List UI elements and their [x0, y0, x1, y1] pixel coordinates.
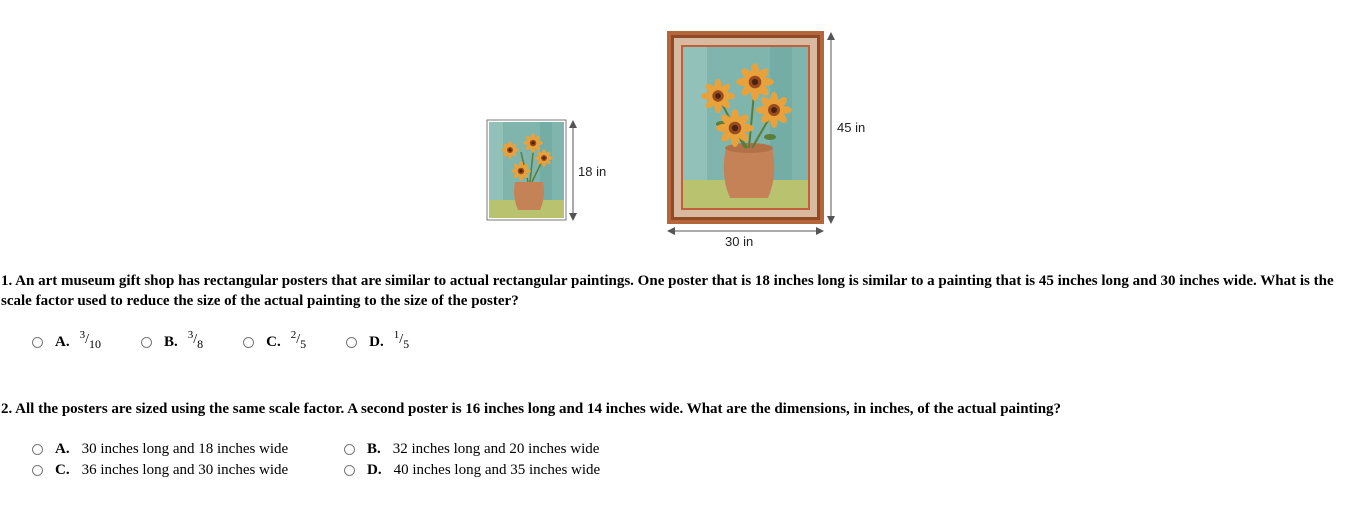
poster-image	[487, 120, 566, 220]
q2-choice-d[interactable]	[344, 462, 656, 479]
q1-choice-fraction: $^3/_{10}$	[79, 329, 101, 351]
q2-choice-text: 40 inches long and 35 inches wide	[393, 462, 601, 478]
q1-choice-letter: C.	[266, 333, 281, 350]
poster-height-arrow	[569, 120, 577, 221]
q1-choice-d[interactable]	[346, 331, 409, 353]
question-2-choices	[32, 439, 656, 481]
q2-choice-letter: A.	[55, 441, 70, 457]
q2-radio-b[interactable]	[344, 444, 355, 455]
q1-choice-letter: A.	[55, 333, 70, 350]
q2-radio-a[interactable]	[32, 444, 43, 455]
q2-choice-letter: D.	[367, 462, 382, 478]
q1-choice-c[interactable]	[243, 331, 306, 353]
q1-radio-d[interactable]	[346, 337, 357, 348]
q2-choice-text: 30 inches long and 18 inches wide	[81, 441, 289, 457]
q2-choice-letter: C.	[55, 462, 70, 478]
painting-image	[667, 31, 824, 224]
q1-radio-a[interactable]	[32, 337, 43, 348]
question-1-choices	[32, 331, 449, 353]
q2-choice-a[interactable]	[32, 441, 344, 458]
question-2-text: 2. All the posters are sized using the same scale factor. A second poster is 16 inches long and 14 inches wide. What are the dimensions, in inches, of the actual painting?	[1, 401, 1062, 417]
poster-height-label: 18 in	[578, 164, 607, 179]
q2-radio-c[interactable]	[32, 465, 43, 476]
q2-choice-b[interactable]	[344, 441, 656, 458]
q2-choice-c[interactable]	[32, 462, 344, 479]
q1-choice-fraction: $^1/_5$	[393, 329, 410, 351]
painting-height-arrow	[827, 32, 835, 224]
q1-radio-b[interactable]	[141, 337, 152, 348]
q1-choice-a[interactable]	[32, 331, 101, 353]
q1-choice-letter: B.	[163, 333, 178, 350]
q1-choice-b[interactable]	[141, 331, 203, 353]
q1-choice-fraction: $^3/_8$	[187, 329, 204, 351]
painting-width-label: 30 in	[725, 234, 754, 249]
q2-radio-d[interactable]	[344, 465, 355, 476]
q2-choice-text: 32 inches long and 20 inches wide	[392, 441, 600, 457]
q1-choice-fraction: $^2/_5$	[290, 329, 307, 351]
painting-height-label: 45 in	[837, 120, 866, 135]
q1-radio-c[interactable]	[243, 337, 254, 348]
q2-choice-text: 36 inches long and 30 inches wide	[81, 462, 289, 478]
question-1-text: 1. An art museum gift shop has rectangular posters that are similar to actual rectangular paintings. One poster that is 18 inches long is similar to a painting that is 45 inches long and 30 inches wide. What is the scale factor used to reduce the size of the actual painting to the size of the poster?	[1, 273, 1334, 309]
q2-choice-letter: B.	[367, 441, 381, 457]
q1-choice-letter: D.	[369, 333, 384, 350]
